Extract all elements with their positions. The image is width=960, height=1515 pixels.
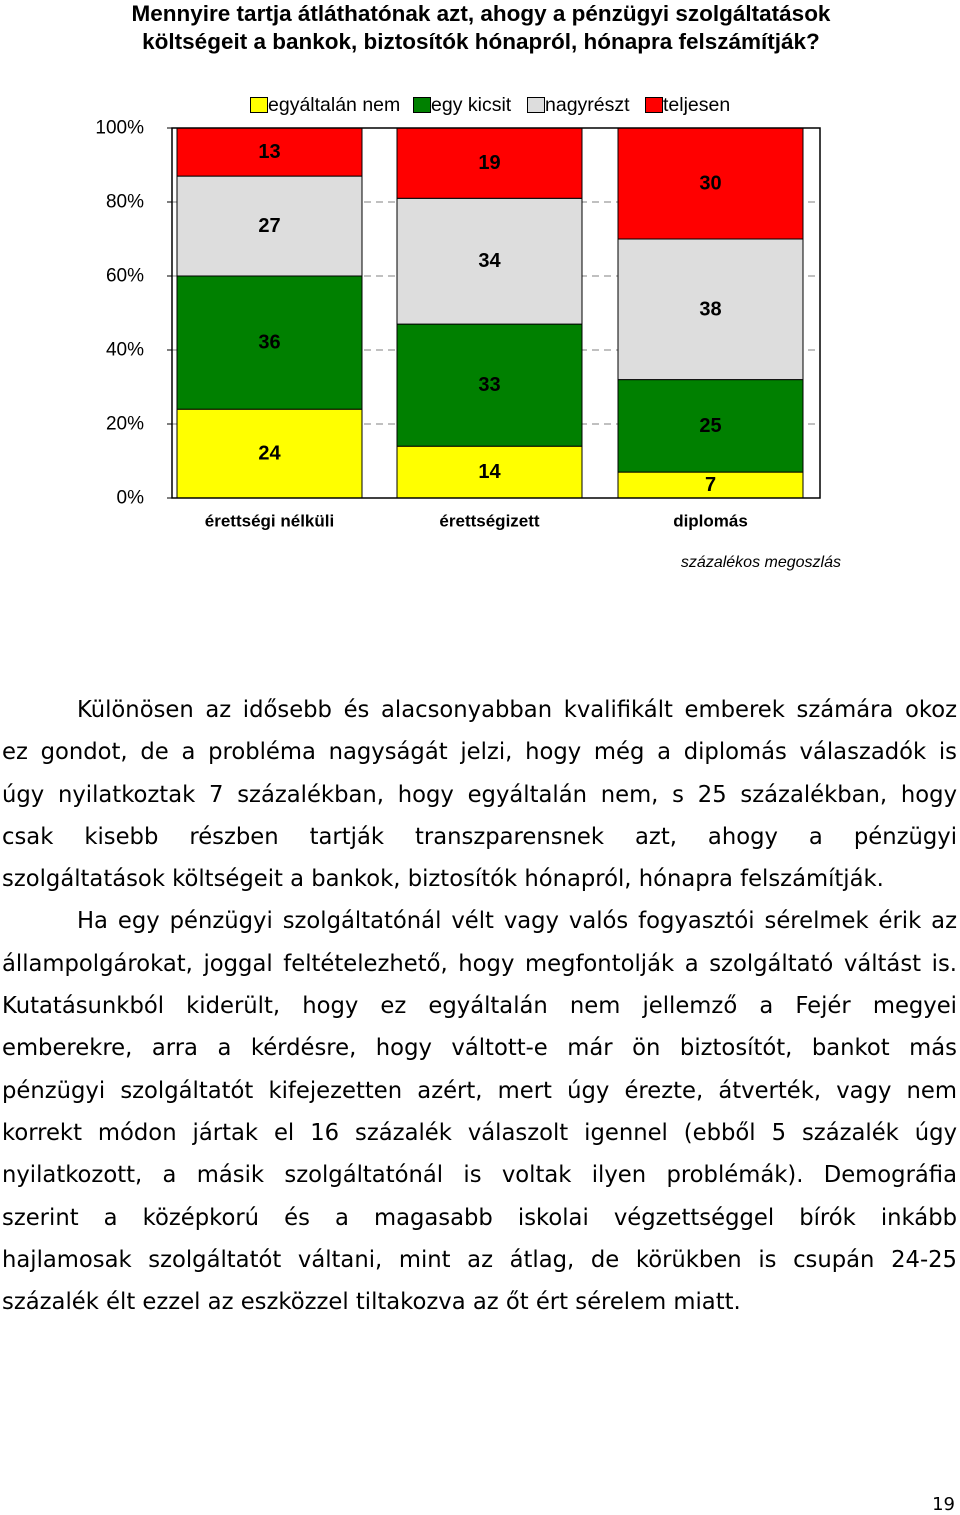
- x-category-label: érettségizett: [439, 511, 540, 531]
- bar-value-label: 33: [478, 374, 501, 397]
- bar-value-label: 34: [478, 250, 501, 273]
- bar-value-label: 25: [699, 414, 722, 437]
- text-line: ez gondot, de a probléma nagyságát jelzi, hogy még a diplomás válaszadók is: [2, 739, 957, 766]
- text-line: korrekt módon jártak el 16 százalék válaszolt igennel (ebből 5 százalék úgy: [2, 1119, 957, 1146]
- text-line: szerint a középkorú és a magasabb iskolai végzettséggel bírók inkább: [2, 1204, 957, 1231]
- chart-note: százalékos megoszlás: [680, 554, 841, 571]
- chart-title: Mennyire tartja átláthatónak azt, ahogy a pénzügyi szolgáltatások költségeit a bankok, biztosítók hónapról, hónapra felszámítják?: [131, 1, 831, 54]
- paragraph: [2, 900, 957, 1323]
- text-line: emberekre, arra a kérdésre, hogy váltott-e már ön biztosítót, bankot más: [2, 1035, 957, 1062]
- text-line: hajlamosak szolgáltatót váltani, mint az átlag, de körükben is csupán 24-25: [2, 1246, 957, 1273]
- bar-value-label: 19: [478, 152, 501, 175]
- bar-value-label: 27: [258, 215, 281, 238]
- legend-label: egyáltalán nem: [268, 94, 401, 116]
- paragraph: [2, 689, 957, 900]
- bar-value-label: 14: [478, 461, 501, 484]
- bar-value-label: 30: [699, 172, 722, 195]
- bar-value-label: 36: [258, 331, 281, 354]
- legend-label: teljesen: [663, 94, 731, 116]
- text-line: százalék élt ezzel az eszközzel tiltakozva az őt ért sérelem miatt.: [2, 1289, 741, 1316]
- y-tick-label: 80%: [105, 191, 144, 213]
- text-line: úgy nyilatkoztak 7 százalékban, hogy egyáltalán nem, s 25 százalékban, hogy: [2, 781, 957, 808]
- text-line: nyilatkozott, a másik szolgáltatónál is voltak ilyen problémák). Demográfia: [2, 1162, 957, 1189]
- x-category-label: diplomás: [673, 511, 748, 531]
- body-text: [2, 689, 957, 1323]
- bar-value-label: 38: [699, 298, 722, 321]
- text-line: csak kisebb részben tartják transzparensnek azt, ahogy a pénzügyi: [2, 823, 957, 850]
- y-tick-label: 20%: [105, 413, 144, 435]
- text-line: Ha egy pénzügyi szolgáltatónál vélt vagy valós fogyasztói sérelmek érik az: [77, 908, 957, 935]
- y-tick-label: 60%: [105, 265, 144, 287]
- legend-label: egy kicsit: [431, 94, 512, 116]
- bar-value-label: 13: [258, 141, 281, 164]
- bar-value-label: 24: [258, 442, 281, 465]
- text-line: Különösen az idősebb és alacsonyabban kvalifikált emberek számára okoz: [77, 697, 957, 723]
- legend-label: nagyrészt: [545, 94, 630, 116]
- text-line: Kutatásunkból kiderült, hogy ez egyáltalán nem jellemző a Fejér megyei: [2, 993, 957, 1020]
- text-line: szolgáltatások költségeit a bankok, biztosítók hónapról, hónapra felszámítják.: [2, 866, 884, 893]
- y-tick-label: 0%: [116, 487, 144, 509]
- x-category-label: érettségi nélküli: [204, 511, 335, 531]
- y-tick-label: 40%: [105, 339, 144, 361]
- text-line: pénzügyi szolgáltatót kifejezetten azért, mert úgy érezte, átverték, vagy nem: [2, 1077, 957, 1104]
- text-line: állampolgárokat, joggal feltételezhető, hogy megfontolják a szolgáltató váltást is.: [2, 950, 957, 977]
- page-number: 19: [932, 1494, 955, 1515]
- bar-value-label: 7: [704, 474, 717, 497]
- y-tick-label: 100%: [95, 117, 144, 139]
- stacked-bar-chart: [0, 0, 960, 600]
